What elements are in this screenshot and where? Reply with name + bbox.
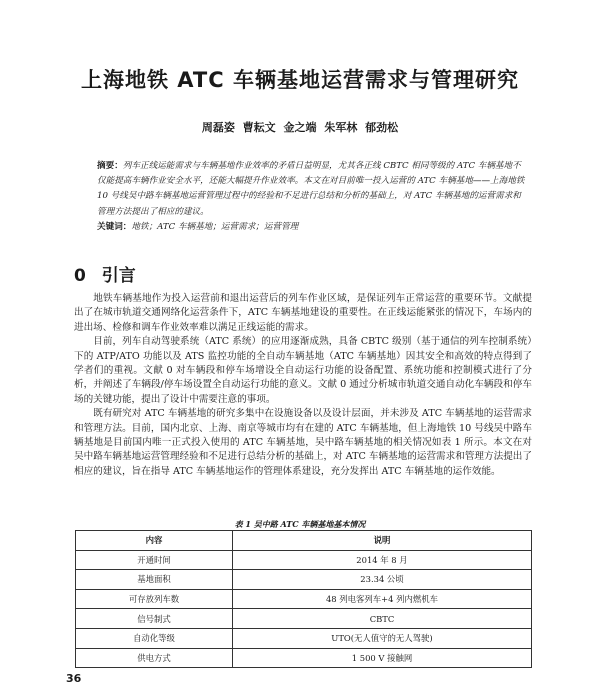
table-row bbox=[76, 570, 532, 590]
table-cell: 1 500 V 接触网 bbox=[233, 648, 532, 668]
section-heading: 0 引言 bbox=[74, 266, 136, 286]
table-cell: 2014 年 8 月 bbox=[233, 550, 532, 570]
keywords bbox=[97, 220, 529, 232]
abstract-text: 列车正线运能需求与车辆基地作业效率的矛盾日益明显，尤其各正线 CBTC 相同等级的 ATC 车辆基地不仅能提高车辆作业安全水平，还能大幅提升作业效率。本文在对目前唯一投入运营的 ATC 车辆基地——上海地铁 10 号线吴中路车辆基地运营管理过程中的经验和不足进行总结和分析的基础上，对 ATC 车辆基地的运营需求和管理方法提出了相应的建议。 bbox=[97, 161, 525, 217]
table-cell: 可存放列车数 bbox=[76, 589, 233, 609]
table-cell: 23.34 公顷 bbox=[233, 570, 532, 590]
table-cell: 自动化等级 bbox=[76, 628, 233, 648]
table-header-row bbox=[76, 531, 532, 551]
paper-title: 上海地铁 ATC 车辆基地运营需求与管理研究 bbox=[81, 68, 519, 92]
table-row bbox=[76, 628, 532, 648]
keywords-text: 地铁；ATC 车辆基地；运营需求；运营管理 bbox=[131, 222, 299, 232]
table-row bbox=[76, 609, 532, 629]
keywords-label: 关键词： bbox=[97, 222, 132, 232]
table-cell: 基地面积 bbox=[76, 570, 233, 590]
table-row bbox=[76, 648, 532, 668]
table-cell: 开通时间 bbox=[76, 550, 233, 570]
table-row bbox=[76, 589, 532, 609]
info-table bbox=[75, 530, 532, 668]
table-cell: UTO(无人值守的无人驾驶) bbox=[233, 628, 532, 648]
abstract-label: 摘要： bbox=[97, 161, 123, 171]
table-cell: CBTC bbox=[233, 609, 532, 629]
body-text bbox=[74, 292, 532, 479]
table-cell: 供电方式 bbox=[76, 648, 233, 668]
paragraph: 目前，列车自动驾驶系统（ATC 系统）的应用逐渐成熟，具备 CBTC 级别（基于通信的列车控制系统）下的 ATP/ATO 功能以及 ATS 监控功能的全自动车辆基地（ATC 车辆基地）因其安全和高效的特点得到了学者们的重视。文献 0 对车辆段和停车场增设全自动运行功能的设备配置、系统功能和控制模式进行了分析，并阐述了车辆段/停车场设置全自动运行功能的意义。文献 0 通过分析城市轨道交通自动化车辆段和停车场的关键功能，提出了设计中需要注意的事项。 bbox=[74, 336, 532, 405]
abstract bbox=[97, 159, 529, 220]
table-cell: 48 列电客列车+4 列内燃机车 bbox=[233, 589, 532, 609]
table-header-cell: 内容 bbox=[76, 531, 233, 551]
author-list: 周磊姿 曹耘文 金之端 朱军林 郁劲松 bbox=[201, 121, 399, 134]
table-header-cell: 说明 bbox=[233, 531, 532, 551]
table-cell: 信号制式 bbox=[76, 609, 233, 629]
page-number: 36 bbox=[66, 672, 82, 685]
table-row bbox=[76, 550, 532, 570]
table-caption: 表 1 吴中路 ATC 车辆基地基本情况 bbox=[234, 519, 366, 529]
paragraph: 既有研究对 ATC 车辆基地的研究多集中在设施设备以及设计层面，并未涉及 ATC 车辆基地的运营需求和管理方法。目前，国内北京、上海、南京等城市均有在建的 ATC 车辆基地，但上海地铁 10 号线吴中路车辆基地是目前国内唯一正式投入使用的 ATC 车辆基地，吴中路车辆基地的相关情况如表 1 所示。本文在对吴中路车辆基地运营管理经验和不足进行总结分析的基础上，对 ATC 车辆基地的运营需求和管理方法提出了相应的建议，旨在指导 ATC 车辆基地运作的管理体系建设，充分发挥出 ATC 车辆基地的运作效能。 bbox=[74, 408, 532, 477]
paragraph: 地铁车辆基地作为投入运营前和退出运营后的列车作业区域，是保证列车正常运营的重要环节。文献提出了在城市轨道交通网络化运营条件下，ATC 车辆基地建设的重要性。在正线运能紧张的情况下，车场内的进出场、检修和调车作业效率难以满足正线运能的需求。 bbox=[74, 293, 532, 333]
